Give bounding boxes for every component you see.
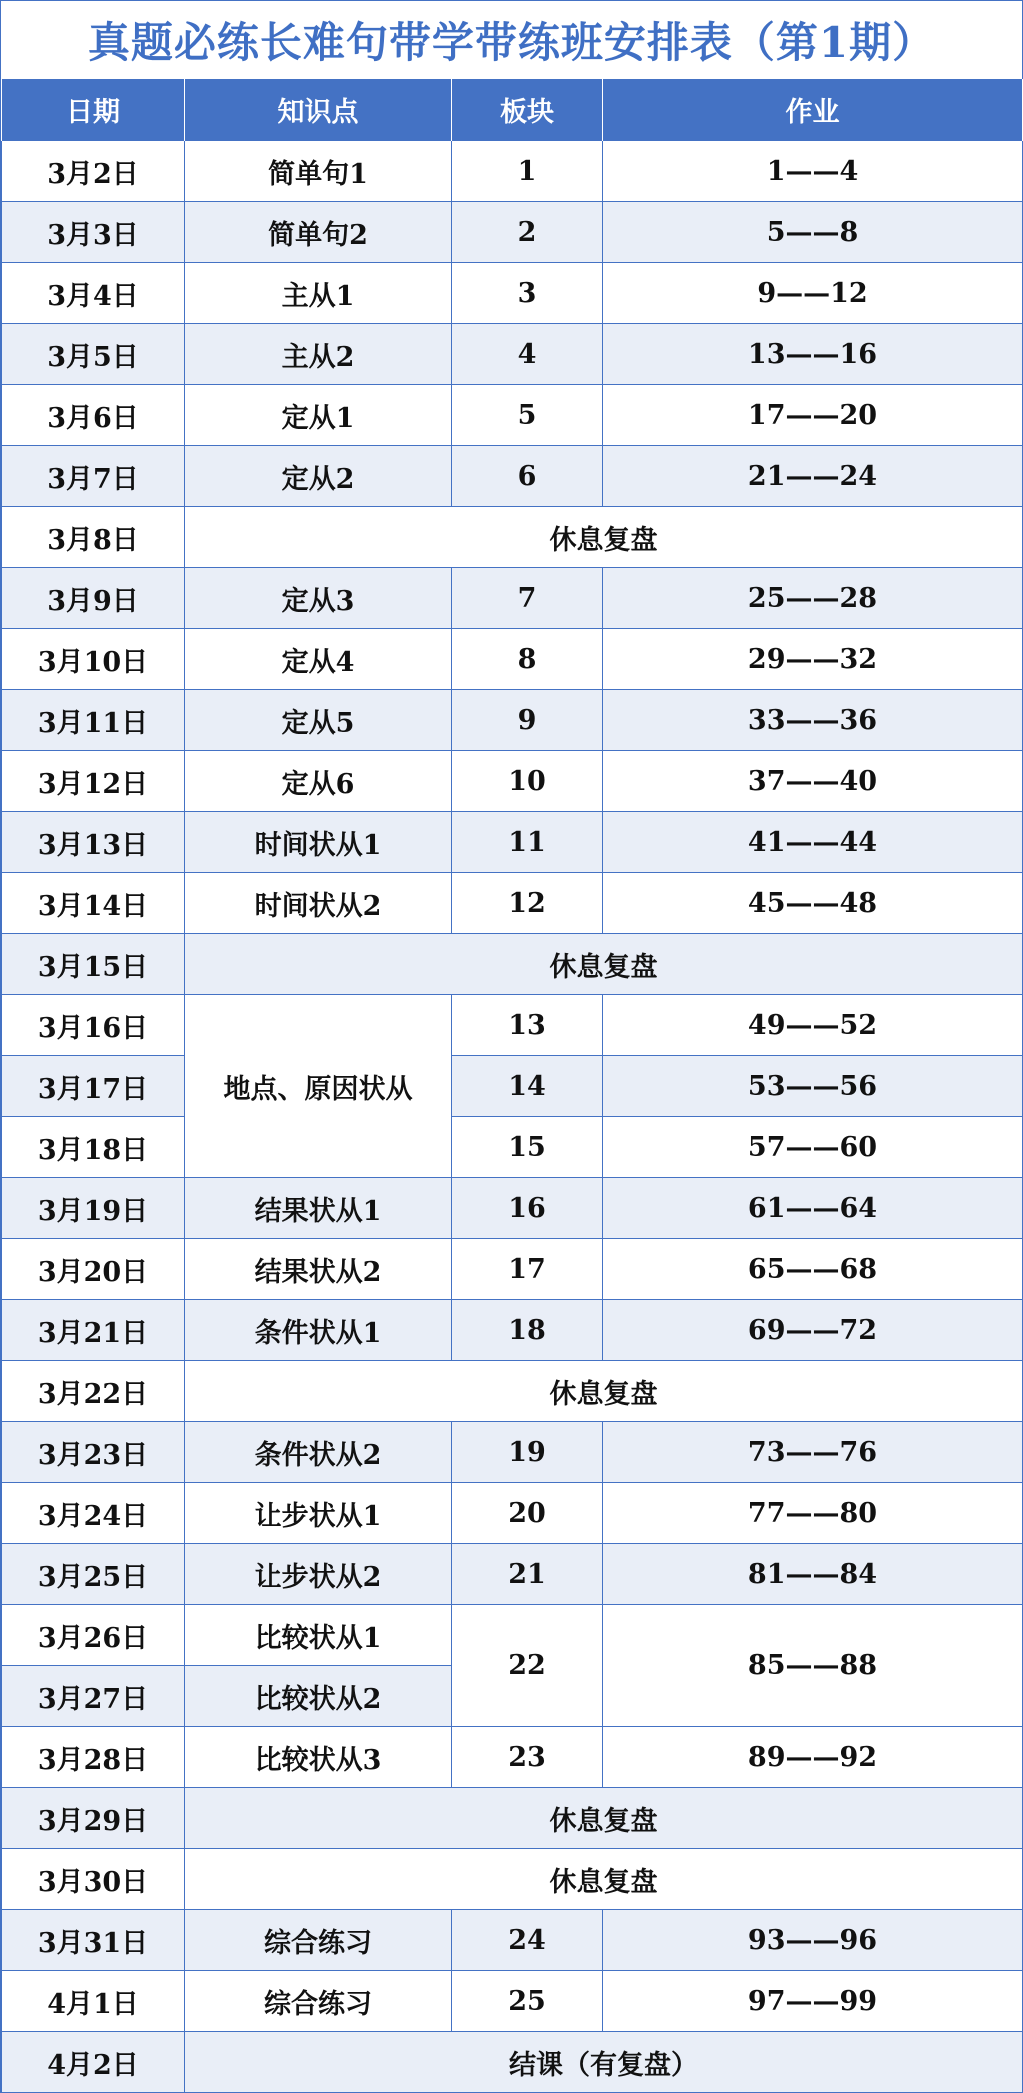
cell-work: 1——4 bbox=[603, 141, 1023, 202]
cell-work: 57——60 bbox=[603, 1117, 1023, 1178]
cell-block: 10 bbox=[452, 751, 603, 812]
cell-work: 89——92 bbox=[603, 1727, 1023, 1788]
cell-topic: 条件状从1 bbox=[185, 1300, 452, 1361]
cell-topic: 定从5 bbox=[185, 690, 452, 751]
schedule-table bbox=[1, 79, 1023, 2093]
cell-work: 61——64 bbox=[603, 1178, 1023, 1239]
cell-date: 3月28日 bbox=[2, 1727, 185, 1788]
cell-block: 5 bbox=[452, 385, 603, 446]
header-row bbox=[2, 79, 1023, 141]
rest-note: 休息复盘 bbox=[185, 1849, 1023, 1910]
cell-date: 3月22日 bbox=[2, 1361, 185, 1422]
cell-work: 77——80 bbox=[603, 1483, 1023, 1544]
table-row bbox=[2, 568, 1023, 629]
rest-row bbox=[2, 1361, 1023, 1422]
cell-topic: 定从4 bbox=[185, 629, 452, 690]
cell-work: 73——76 bbox=[603, 1422, 1023, 1483]
cell-block: 13 bbox=[452, 995, 603, 1056]
cell-topic: 结果状从2 bbox=[185, 1239, 452, 1300]
cell-block: 16 bbox=[452, 1178, 603, 1239]
cell-topic: 综合练习 bbox=[185, 1910, 452, 1971]
cell-date: 3月23日 bbox=[2, 1422, 185, 1483]
cell-date: 3月18日 bbox=[2, 1117, 185, 1178]
cell-block: 23 bbox=[452, 1727, 603, 1788]
cell-topic: 让步状从2 bbox=[185, 1544, 452, 1605]
cell-work: 21——24 bbox=[603, 446, 1023, 507]
table-row bbox=[2, 1178, 1023, 1239]
cell-date: 3月7日 bbox=[2, 446, 185, 507]
cell-block: 25 bbox=[452, 1971, 603, 2032]
cell-topic: 定从2 bbox=[185, 446, 452, 507]
cell-date: 3月11日 bbox=[2, 690, 185, 751]
cell-date: 3月2日 bbox=[2, 141, 185, 202]
cell-topic: 结果状从1 bbox=[185, 1178, 452, 1239]
cell-work: 45——48 bbox=[603, 873, 1023, 934]
cell-work: 93——96 bbox=[603, 1910, 1023, 1971]
table-row bbox=[2, 1727, 1023, 1788]
table-row bbox=[2, 1422, 1023, 1483]
cell-block: 15 bbox=[452, 1117, 603, 1178]
cell-topic: 定从6 bbox=[185, 751, 452, 812]
cell-topic: 时间状从1 bbox=[185, 812, 452, 873]
rest-note: 休息复盘 bbox=[185, 1788, 1023, 1849]
table-row bbox=[2, 1239, 1023, 1300]
cell-topic: 简单句2 bbox=[185, 202, 452, 263]
cell-block: 17 bbox=[452, 1239, 603, 1300]
cell-date: 3月8日 bbox=[2, 507, 185, 568]
rest-row bbox=[2, 1788, 1023, 1849]
cell-block: 19 bbox=[452, 1422, 603, 1483]
cell-date: 3月17日 bbox=[2, 1056, 185, 1117]
cell-topic: 时间状从2 bbox=[185, 873, 452, 934]
table-row bbox=[2, 1117, 1023, 1178]
cell-work: 9——12 bbox=[603, 263, 1023, 324]
table-row bbox=[2, 1605, 1023, 1666]
cell-block: 2 bbox=[452, 202, 603, 263]
end-note: 结课（有复盘） bbox=[185, 2032, 1023, 2093]
cell-block: 24 bbox=[452, 1910, 603, 1971]
cell-block: 6 bbox=[452, 446, 603, 507]
header-block: 板块 bbox=[452, 79, 603, 141]
table-row bbox=[2, 629, 1023, 690]
table-row bbox=[2, 263, 1023, 324]
cell-topic: 定从3 bbox=[185, 568, 452, 629]
cell-work: 25——28 bbox=[603, 568, 1023, 629]
end-row bbox=[2, 2032, 1023, 2093]
cell-work: 37——40 bbox=[603, 751, 1023, 812]
table-row bbox=[2, 446, 1023, 507]
rest-note: 休息复盘 bbox=[185, 934, 1023, 995]
cell-date: 3月31日 bbox=[2, 1910, 185, 1971]
header-work: 作业 bbox=[603, 79, 1023, 141]
cell-work: 53——56 bbox=[603, 1056, 1023, 1117]
cell-date: 3月25日 bbox=[2, 1544, 185, 1605]
cell-block: 9 bbox=[452, 690, 603, 751]
cell-date: 3月5日 bbox=[2, 324, 185, 385]
rest-note: 休息复盘 bbox=[185, 1361, 1023, 1422]
cell-block-merged: 22 bbox=[452, 1605, 603, 1727]
cell-date: 3月19日 bbox=[2, 1178, 185, 1239]
cell-date: 3月12日 bbox=[2, 751, 185, 812]
cell-work: 81——84 bbox=[603, 1544, 1023, 1605]
cell-work: 33——36 bbox=[603, 690, 1023, 751]
cell-topic: 条件状从2 bbox=[185, 1422, 452, 1483]
cell-date: 4月2日 bbox=[2, 2032, 185, 2093]
cell-work: 41——44 bbox=[603, 812, 1023, 873]
table-row bbox=[2, 1544, 1023, 1605]
cell-topic: 简单句1 bbox=[185, 141, 452, 202]
rest-row bbox=[2, 934, 1023, 995]
table-row bbox=[2, 1483, 1023, 1544]
cell-block: 21 bbox=[452, 1544, 603, 1605]
cell-date: 3月15日 bbox=[2, 934, 185, 995]
page-title: 真题必练长难句带学带练班安排表（第1期） bbox=[87, 18, 936, 67]
cell-topic-merged: 地点、原因状从 bbox=[185, 995, 452, 1178]
cell-work-merged: 85——88 bbox=[603, 1605, 1023, 1727]
cell-topic: 定从1 bbox=[185, 385, 452, 446]
cell-date: 3月21日 bbox=[2, 1300, 185, 1361]
cell-topic: 比较状从2 bbox=[185, 1666, 452, 1727]
cell-date: 3月4日 bbox=[2, 263, 185, 324]
cell-topic: 主从2 bbox=[185, 324, 452, 385]
cell-block: 11 bbox=[452, 812, 603, 873]
header-date: 日期 bbox=[2, 79, 185, 141]
cell-date: 3月24日 bbox=[2, 1483, 185, 1544]
rest-row bbox=[2, 1849, 1023, 1910]
table-row bbox=[2, 202, 1023, 263]
header-topic: 知识点 bbox=[185, 79, 452, 141]
cell-work: 49——52 bbox=[603, 995, 1023, 1056]
cell-topic: 比较状从3 bbox=[185, 1727, 452, 1788]
cell-topic: 让步状从1 bbox=[185, 1483, 452, 1544]
cell-block: 14 bbox=[452, 1056, 603, 1117]
table-row bbox=[2, 1971, 1023, 2032]
cell-work: 69——72 bbox=[603, 1300, 1023, 1361]
cell-work: 17——20 bbox=[603, 385, 1023, 446]
cell-block: 1 bbox=[452, 141, 603, 202]
cell-topic: 综合练习 bbox=[185, 1971, 452, 2032]
cell-work: 65——68 bbox=[603, 1239, 1023, 1300]
cell-block: 7 bbox=[452, 568, 603, 629]
cell-date: 3月10日 bbox=[2, 629, 185, 690]
table-row bbox=[2, 751, 1023, 812]
table-row bbox=[2, 385, 1023, 446]
table-row bbox=[2, 995, 1023, 1056]
rest-note: 休息复盘 bbox=[185, 507, 1023, 568]
table-row bbox=[2, 141, 1023, 202]
table-row bbox=[2, 690, 1023, 751]
rest-row bbox=[2, 507, 1023, 568]
table-row bbox=[2, 1910, 1023, 1971]
table-row bbox=[2, 1300, 1023, 1361]
table-row bbox=[2, 873, 1023, 934]
cell-work: 5——8 bbox=[603, 202, 1023, 263]
cell-block: 8 bbox=[452, 629, 603, 690]
table-row bbox=[2, 324, 1023, 385]
cell-block: 18 bbox=[452, 1300, 603, 1361]
cell-date: 3月20日 bbox=[2, 1239, 185, 1300]
cell-date: 3月29日 bbox=[2, 1788, 185, 1849]
cell-date: 4月1日 bbox=[2, 1971, 185, 2032]
cell-date: 3月27日 bbox=[2, 1666, 185, 1727]
cell-work: 13——16 bbox=[603, 324, 1023, 385]
cell-block: 20 bbox=[452, 1483, 603, 1544]
cell-block: 12 bbox=[452, 873, 603, 934]
cell-date: 3月6日 bbox=[2, 385, 185, 446]
cell-work: 97——99 bbox=[603, 1971, 1023, 2032]
cell-date: 3月30日 bbox=[2, 1849, 185, 1910]
cell-date: 3月14日 bbox=[2, 873, 185, 934]
cell-block: 4 bbox=[452, 324, 603, 385]
cell-date: 3月26日 bbox=[2, 1605, 185, 1666]
cell-topic: 主从1 bbox=[185, 263, 452, 324]
table-row bbox=[2, 812, 1023, 873]
cell-work: 29——32 bbox=[603, 629, 1023, 690]
cell-topic: 比较状从1 bbox=[185, 1605, 452, 1666]
cell-block: 3 bbox=[452, 263, 603, 324]
cell-date: 3月13日 bbox=[2, 812, 185, 873]
cell-date: 3月9日 bbox=[2, 568, 185, 629]
table-row bbox=[2, 1056, 1023, 1117]
cell-date: 3月16日 bbox=[2, 995, 185, 1056]
cell-date: 3月3日 bbox=[2, 202, 185, 263]
